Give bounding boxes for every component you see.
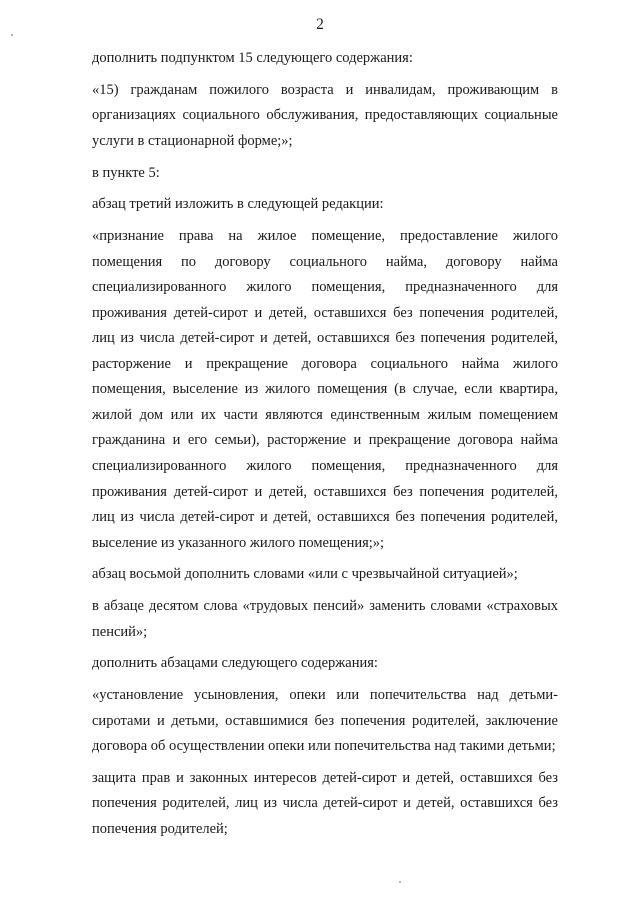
paragraph: абзац третий изложить в следующей редакции: [92, 196, 384, 213]
paragraph: «признание права на жилое помещение, предоставление жилого помещения по договору социального найма, договору найма специализированного жилого помещения, предназначенного для проживания детей-сирот и детей, оставшихся без попечения родителей, лиц из числа детей-сирот и детей, оставшихся без попечения родителей, расторжение и прекращение договора социального найма жилого помещения, выселение из жилого помещения (в случае, если квартира, жилой дом или их части являются единственным жилым помещением гражданина и его семьи), расторжение и прекращение договора найма специализированного жилого помещения, предназначенного для проживания детей-сирот и детей, оставшихся без попечения родителей, лиц из числа детей-сирот и детей, оставшихся без попечения родителей, выселение из указанного жилого помещения;»; [92, 228, 558, 551]
paragraph: «установление усыновления, опеки или попечительства над детьми-сиротами и детьми, оставшимися без попечения родителей, заключение договора об осуществлении опеки или попечительства над такими детьми; [92, 687, 558, 755]
paragraph: дополнить подпунктом 15 следующего содержания: [92, 50, 413, 66]
paragraph: в абзаце десятом слова «трудовых пенсий» заменить словами «страховых пенсий»; [92, 598, 558, 640]
paragraph: дополнить абзацами следующего содержания: [92, 655, 378, 672]
paragraph: «15) гражданам пожилого возраста и инвалидам, проживающим в организациях социального обслуживания, предоставляющих социальные услуги в стационарной форме;»; [92, 81, 558, 149]
paragraph: защита прав и законных интересов детей-сирот и детей, оставшихся без попечения родителей, лиц из числа детей-сирот и детей, оставшихся без попечения родителей; [92, 769, 558, 837]
document-body [92, 46, 558, 849]
scan-speck [399, 881, 401, 883]
page-number: 2 [316, 16, 324, 33]
paragraph: абзац восьмой дополнить словами «или с чрезвычайной ситуацией»; [92, 566, 518, 583]
paragraph: в пункте 5: [92, 164, 160, 181]
scan-speck [11, 34, 13, 36]
